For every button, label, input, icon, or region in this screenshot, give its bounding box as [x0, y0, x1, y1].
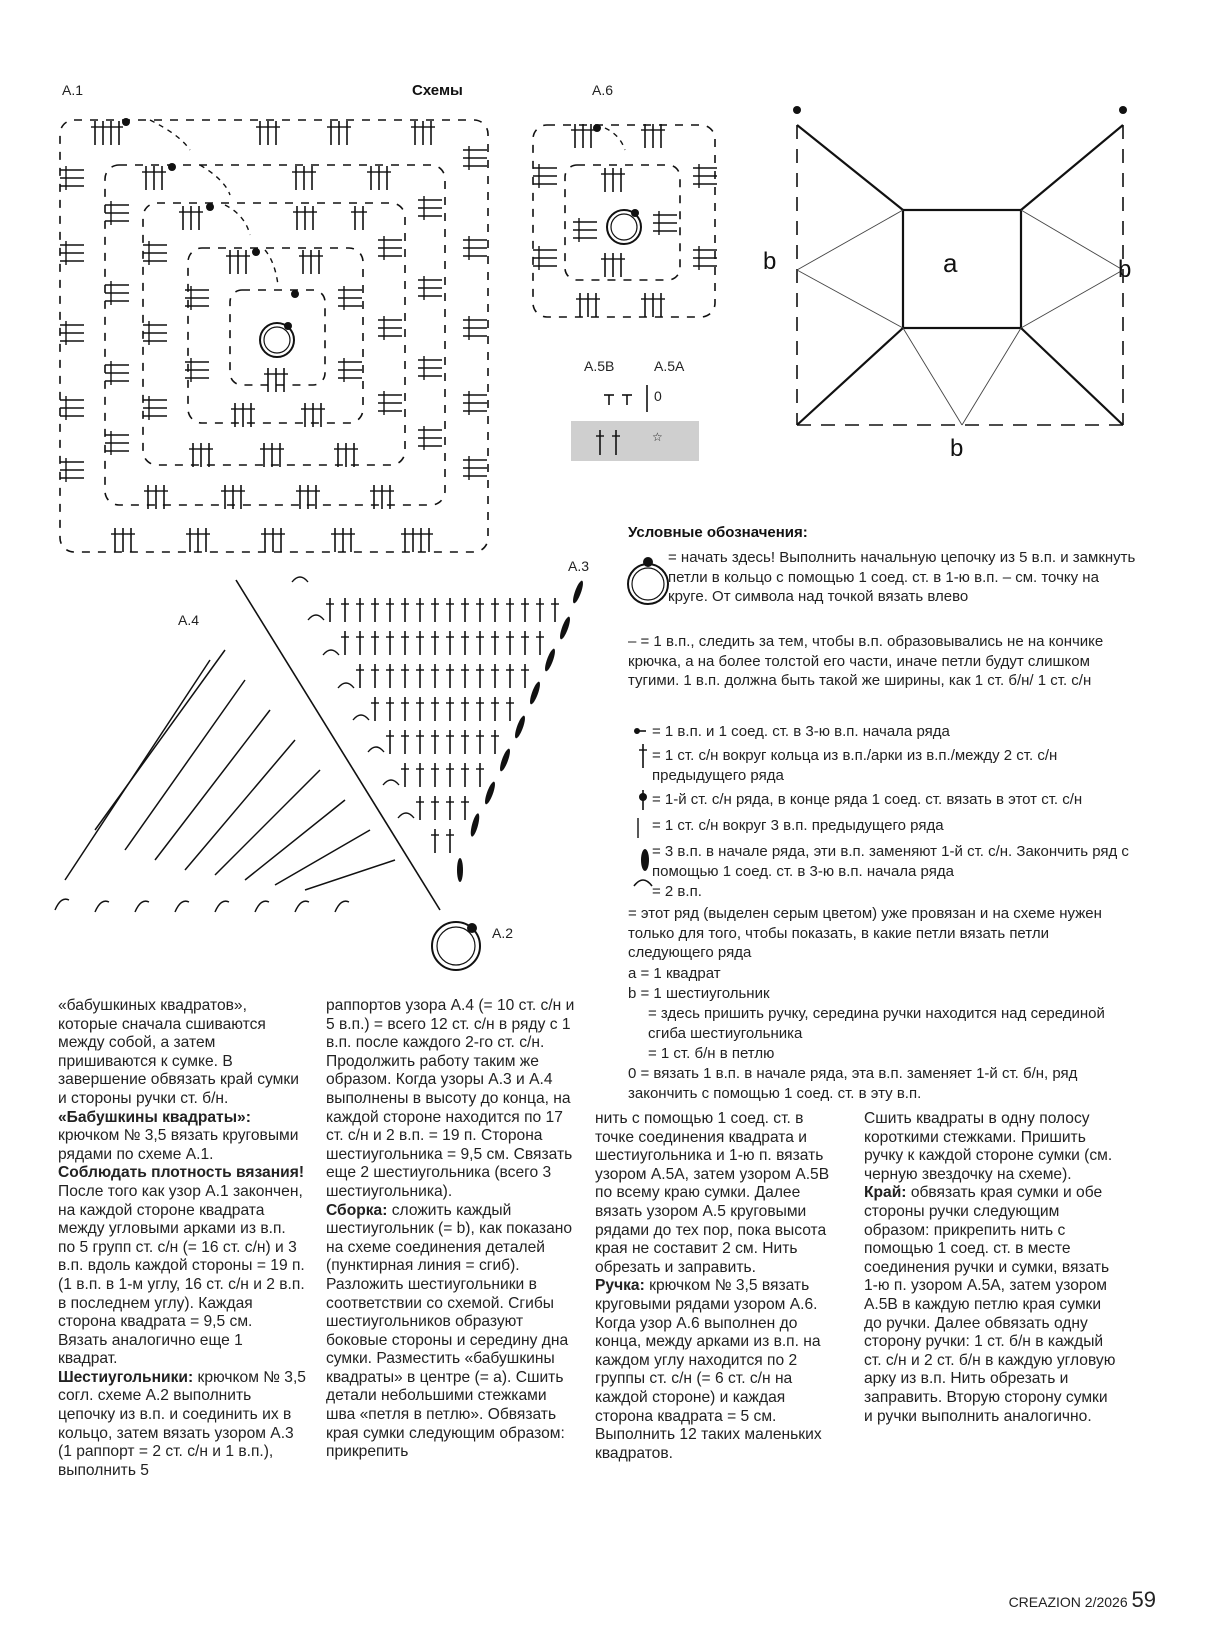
- text-column-1: [58, 997, 306, 1480]
- col1-paragraph: Соблюдать плотность вязания!: [58, 1164, 305, 1182]
- col4-paragraph: Край: обвязать края сумки и обе стороны ручки следующим образом: прикрепить нить с помощью 1 соед. ст. в месте соединения ручки и сумки, вязать 1-ю п. узором А.5А, затем узором А.5В в каждую петлю края сумки до ручки. Далее обвязать одну сторону ручки: 1 ст. б/н в каждый ст. с/н и 2 ст. б/н в каждую угловую арку из в.п. Нить обрезать и заправить. Вторую сторону сумки и ручки выполнить аналогично.: [864, 1184, 1116, 1425]
- legend-item-dc: = 1 ст. с/н вокруг кольца из в.п./арки из в.п./между 2 ст. с/н предыдущего ряда: [652, 747, 1058, 784]
- legend-item-dc-around: = 1 ст. с/н вокруг 3 в.п. предыдущего ряда: [652, 817, 944, 834]
- col2-paragraph: раппортов узора А.4 (= 10 ст. с/н и 5 в.п.) = всего 12 ст. с/н в ряду с 1 в.п. после каждого 2-го ст. с/н. Продолжить работу таким же образом. Когда узоры А.3 и А.4 выполнены в высоту до конца, на каждой стороне находится по 17 ст. с/н и 2 в.п. = 19 п. Сторона шестиугольника = 9,5 см. Связать еще 2 шестиугольника (всего 3 шестиугольника).: [326, 997, 575, 1200]
- label-a5a: A.5A: [654, 358, 685, 374]
- page-footer: [1009, 1587, 1156, 1613]
- legend-item-zero: 0 = вязать 1 в.п. в начале ряда, эта в.п. заменяет 1-й ст. б/н, ряд закончить с помощью 1 соед. ст. в эту в.п.: [628, 1065, 1078, 1102]
- schemes-heading: Схемы: [412, 82, 463, 99]
- label-a1: A.1: [62, 82, 84, 98]
- col1-paragraph: «бабушкиных квадратов», которые сначала сшиваются между собой, а затем пришиваются к сумке. В завершение обвязать край сумки и стороны ручки ст. б/н.: [58, 997, 299, 1107]
- a5b-star-symbol: ☆: [652, 430, 663, 444]
- assembly-label-b-right: b: [1118, 256, 1132, 283]
- label-a4: A.4: [178, 612, 200, 628]
- assembly-label-b-bottom: b: [950, 435, 964, 462]
- assembly-label-a: a: [943, 248, 958, 278]
- label-a5b: A.5B: [584, 358, 615, 374]
- legend-item-start: = начать здесь! Выполнить начальную цепочку из 5 в.п. и замкнуть петли в кольцо с помощью 1 соед. ст. в 1-ю в.п. – см. точку на круге. От символа над точкой вязать влево: [668, 549, 1136, 605]
- legend-item-b: b = 1 шестиугольник: [628, 985, 770, 1002]
- legend-item-first-dc: = 1-й ст. с/н ряда, в конце ряда 1 соед. ст. вязать в этот ст. с/н: [652, 791, 1083, 808]
- page-number: 59: [1131, 1587, 1156, 1612]
- col3-paragraph: Ручка: крючком № 3,5 вязать круговыми рядами узором А.6. Когда узор А.6 выполнен до конца, между арками из в.п. на каждом углу находится по 2 группы ст. с/н (= 6 ст. с/н на каждой стороне) и каждая сторона квадрата = 5 см. Выполнить 12 таких маленьких квадратов.: [595, 1277, 822, 1462]
- legend-item-a: a = 1 квадрат: [628, 965, 721, 982]
- magazine-name: CREAZION 2/2026: [1008, 1594, 1128, 1610]
- col1-paragraph: После того как узор А.1 закончен, на каждой стороне квадрата между угловыми арками из в.п. по 5 групп ст. с/н (= 16 ст. с/н) и 3 в.п. вдоль каждой стороны = 19 п. (1 в.п. в 1-м углу, 16 ст. с/н и 2 в.п. в последнем углу). Каждая сторона квадрата = 9,5 см. Вязать аналогично еще 1 квадрат.: [58, 1182, 305, 1368]
- col2-paragraph: Сборка: сложить каждый шестиугольник (= b), как показано на схеме соединения деталей (пунктирная линия = сгиб). Разложить шестиугольники в соответствии со схемой. Сгибы шестиугольников образуют боковые стороны и середину дна сумки. Разместить «бабушкины квадраты» в центре (= a). Сшить детали небольшими стежками шва «петля в петлю». Обвязать края сумки следующим образом: прикрепить: [326, 1201, 573, 1461]
- legend-item-handle: = здесь пришить ручку, середина ручки находится над серединой сгиба шестиугольника: [648, 1005, 1105, 1042]
- legend-item-gray-row: = этот ряд (выделен серым цветом) уже провязан и на схеме нужен только для того, чтобы показать, в какие петли вязать петли следующего ряда: [628, 905, 1102, 961]
- a5a-zero-symbol: 0: [654, 388, 662, 404]
- legend-item-chain: – = 1 в.п., следить за тем, чтобы в.п. образовывались не на кончике крючка, а на более толстой его части, иначе петли будут слишком тугими. 1 в.п. должна быть такой же ширины, как 1 ст. б/н/ 1 ст. с/н: [628, 633, 1104, 689]
- text-column-3: [595, 1110, 845, 1463]
- col1-paragraph: Шестиугольники: крючком № 3,5 согл. схеме А.2 выполнить цепочку из в.п. и соединить их в кольцо, затем вязать узором А.3 (1 раппорт = 2 ст. с/н и 1 в.п.), выполнить 5: [58, 1368, 306, 1479]
- col4-paragraph: Сшить квадраты в одну полосу короткими стежками. Пришить ручку к каждой стороне сумки (см. черную звездочку на схеме).: [864, 1110, 1113, 1183]
- assembly-label-b-left: b: [763, 248, 777, 275]
- legend-item-sc: = 1 ст. б/н в петлю: [648, 1045, 775, 1062]
- legend-item-slip: = 1 в.п. и 1 соед. ст. в 3-ю в.п. начала ряда: [652, 723, 950, 740]
- col1-paragraph: «Бабушкины квадраты»: крючком № 3,5 вязать круговыми рядами по схеме А.1.: [58, 1108, 299, 1163]
- label-a3: A.3: [568, 558, 590, 574]
- col3-paragraph: нить с помощью 1 соед. ст. в точке соединения квадрата и шестиугольника и 1-ю п. вязать узором А.5А, затем узором А.5В по всему краю сумки. Далее вязать узором А.5 круговыми рядами до тех пор, пока высота края не составит 2 см. Нить обрезать и заправить.: [595, 1110, 830, 1276]
- label-a2: A.2: [492, 925, 514, 941]
- text-column-4: [864, 1110, 1119, 1426]
- label-a6: A.6: [592, 82, 614, 98]
- text-column-2: [326, 997, 576, 1462]
- legend-item-2ch: = 2 в.п.: [652, 883, 702, 900]
- legend-title: Условные обозначения:: [628, 524, 808, 541]
- legend-item-3ch: = 3 в.п. в начале ряда, эти в.п. заменяют 1-й ст. с/н. Закончить ряд с помощью 1 соед. ст. в 3-ю в.п. начала ряда: [652, 843, 1129, 880]
